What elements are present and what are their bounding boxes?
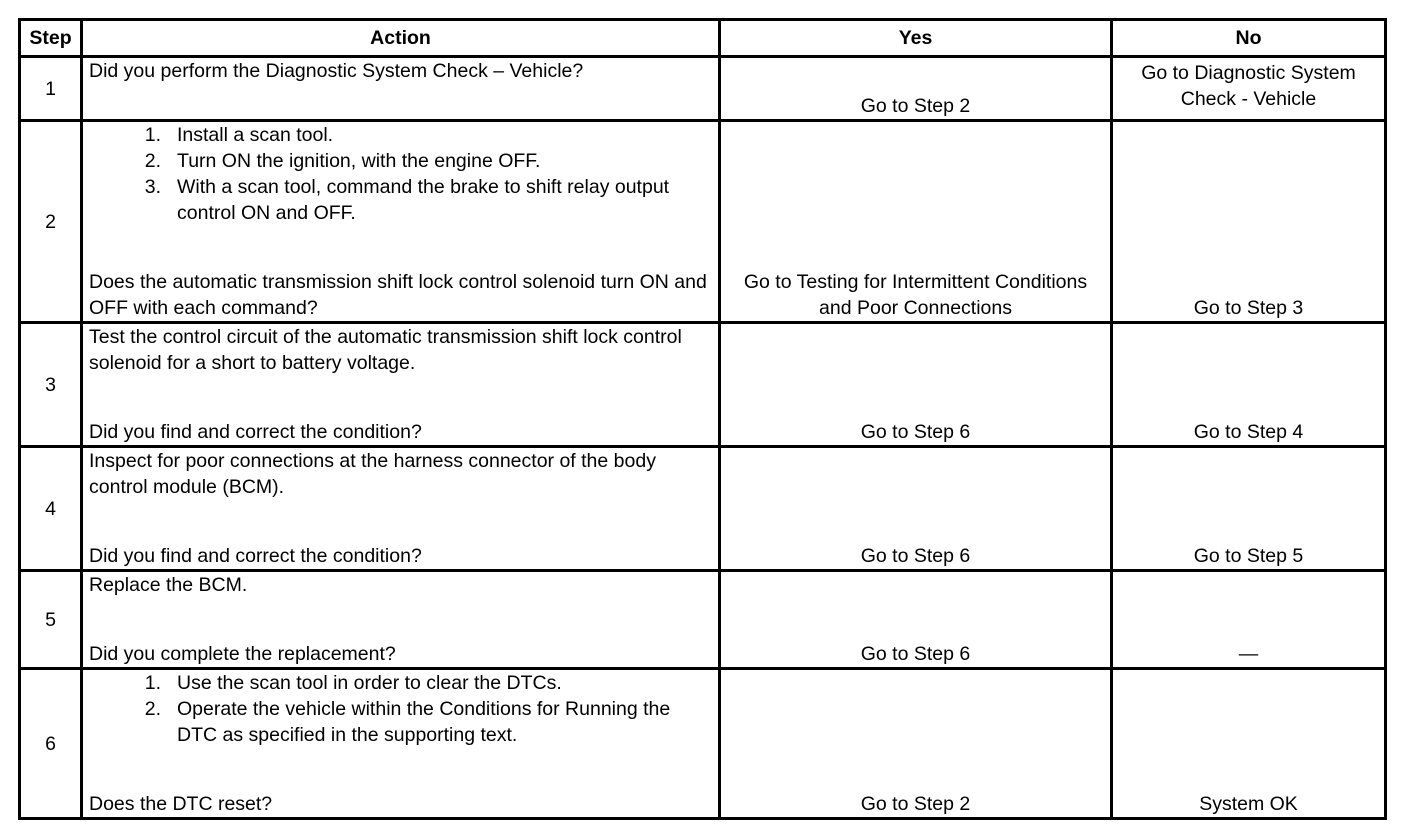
substep-list <box>89 122 712 226</box>
step-number: 4 <box>20 447 82 571</box>
step-number: 5 <box>20 571 82 669</box>
no-cell: Go to Step 5 <box>1112 447 1386 571</box>
action-text: Replace the BCM. <box>89 574 248 596</box>
action-text: Test the control circuit of the automatic transmission shift lock control solenoid for a short to battery voltage. <box>89 326 682 374</box>
yes-cell: Go to Step 2 <box>720 669 1112 819</box>
no-cell: — <box>1112 571 1386 669</box>
table-row <box>20 57 1386 121</box>
yes-cell: Go to Step 6 <box>720 571 1112 669</box>
no-cell: System OK <box>1112 669 1386 819</box>
list-item: 2. Turn ON the ignition, with the engine OFF. <box>144 150 541 172</box>
question-text: Does the automatic transmission shift lock control solenoid turn ON and OFF with each command? <box>89 271 707 319</box>
table-row <box>20 121 1386 323</box>
question-text: Did you complete the replacement? <box>89 643 396 665</box>
step-number: 2 <box>20 121 82 323</box>
step-number: 1 <box>20 57 82 121</box>
yes-cell: Go to Testing for Intermittent Conditions and Poor Connections <box>720 121 1112 323</box>
no-cell: Go to Diagnostic System Check - Vehicle <box>1112 57 1386 121</box>
step-number: 3 <box>20 323 82 447</box>
action-text: Inspect for poor connections at the harness connector of the body control module (BCM). <box>89 450 656 498</box>
list-item: 1. Install a scan tool. <box>144 124 334 146</box>
action-cell <box>82 121 720 323</box>
no-cell: Go to Step 4 <box>1112 323 1386 447</box>
yes-cell: Go to Step 2 <box>720 57 1112 121</box>
question-text: Does the DTC reset? <box>89 793 273 815</box>
action-cell <box>82 323 720 447</box>
table-row <box>20 323 1386 447</box>
list-item: 2. Operate the vehicle within the Conditions for Running the DTC as specified in the supporting text. <box>144 698 671 746</box>
header-row <box>20 20 1386 57</box>
question-text: Did you find and correct the condition? <box>89 545 422 567</box>
action-cell <box>82 571 720 669</box>
table-row <box>20 447 1386 571</box>
diagnostic-table <box>18 18 1387 820</box>
header-step: Step <box>20 20 82 57</box>
question-text: Did you find and correct the condition? <box>89 421 422 443</box>
table-row <box>20 669 1386 819</box>
substep-list <box>89 670 712 748</box>
yes-cell: Go to Step 6 <box>720 323 1112 447</box>
action-cell <box>82 669 720 819</box>
header-action: Action <box>82 20 720 57</box>
action-cell <box>82 447 720 571</box>
yes-cell: Go to Step 6 <box>720 447 1112 571</box>
list-item: 1. Use the scan tool in order to clear the DTCs. <box>144 672 562 694</box>
header-yes: Yes <box>720 20 1112 57</box>
list-item: 3. With a scan tool, command the brake to shift relay output control ON and OFF. <box>144 176 670 224</box>
table-row <box>20 571 1386 669</box>
step-number: 6 <box>20 669 82 819</box>
action-cell <box>82 57 720 121</box>
header-no: No <box>1112 20 1386 57</box>
action-text: Did you perform the Diagnostic System Check – Vehicle? <box>89 60 584 82</box>
no-cell: Go to Step 3 <box>1112 121 1386 323</box>
